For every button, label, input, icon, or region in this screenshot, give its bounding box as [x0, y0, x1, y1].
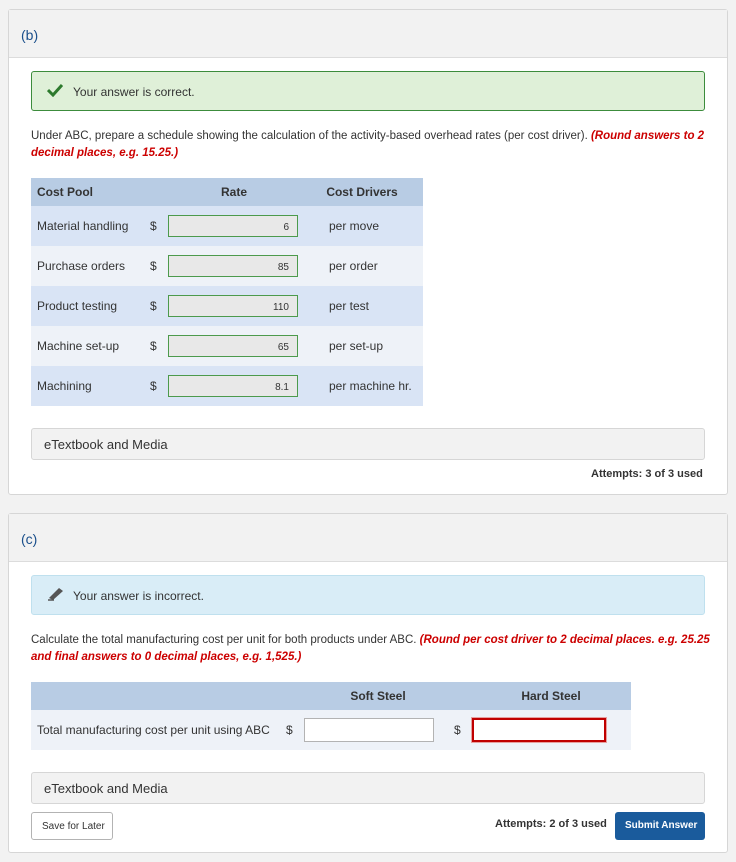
incorrect-alert — [31, 575, 705, 615]
table-row — [31, 246, 423, 286]
cost-pool-label: Product testing — [31, 286, 149, 326]
table-row — [31, 326, 423, 366]
cost-driver-label: per set-up — [301, 326, 423, 366]
part-c-instructions: Calculate the total manufacturing cost per unit for both products under ABC. (Round per cost driver to 2 decimal places. e.g. 25.25 and final answers to 0 decimal places, e.g. 1,525.) — [31, 634, 710, 663]
currency-symbol: $ — [453, 710, 471, 750]
attempts-counter: Attempts: 3 of 3 used — [591, 468, 703, 480]
header-hard-steel: Hard Steel — [471, 682, 631, 710]
part-c-card — [8, 513, 728, 853]
rounding-note: (Round per cost driver to 2 decimal places. e.g. 25.25 and final answers to 0 decimal places, e.g. 1,525.) — [31, 634, 710, 663]
currency-symbol: $ — [149, 206, 167, 246]
submit-answer-button[interactable]: Submit Answer — [615, 812, 705, 840]
part-b-label: (b) — [9, 10, 727, 58]
table-row — [31, 286, 423, 326]
table-row — [31, 206, 423, 246]
currency-symbol: $ — [149, 326, 167, 366]
header-cost-drivers: Cost Drivers — [301, 178, 423, 206]
rate-input-material-handling[interactable]: 6 — [168, 215, 298, 237]
part-b-card — [8, 9, 728, 495]
cost-driver-label: per machine hr. — [301, 366, 423, 406]
currency-symbol: $ — [149, 286, 167, 326]
overhead-rate-schedule — [31, 178, 423, 406]
part-b-instructions: Under ABC, prepare a schedule showing the calculation of the activity-based overhead rates (per cost driver). (Round answers to 2 decimal places, e.g. 15.25.) — [31, 130, 705, 159]
currency-symbol: $ — [285, 710, 303, 750]
cost-pool-label: Machine set-up — [31, 326, 149, 366]
header-rate: Rate — [167, 178, 301, 206]
currency-symbol: $ — [149, 366, 167, 406]
rate-input-machining[interactable]: 8.1 — [168, 375, 298, 397]
correct-alert — [31, 71, 705, 111]
rounding-note: (Round answers to 2 decimal places, e.g. 15.25.) — [31, 130, 705, 159]
header-cost-pool: Cost Pool — [31, 178, 149, 206]
hard-steel-input[interactable] — [472, 718, 606, 742]
cost-pool-label: Machining — [31, 366, 149, 406]
etextbook-media-link[interactable]: eTextbook and Media — [31, 772, 705, 804]
attempts-counter: Attempts: 2 of 3 used — [495, 818, 607, 830]
header-soft-steel: Soft Steel — [303, 682, 453, 710]
save-for-later-button[interactable]: Save for Later — [31, 812, 113, 840]
unit-cost-row-label: Total manufacturing cost per unit using ABC — [31, 710, 285, 750]
soft-steel-input[interactable] — [304, 718, 434, 742]
cost-driver-label: per test — [301, 286, 423, 326]
cost-pool-label: Material handling — [31, 206, 149, 246]
rate-input-machine-set-up[interactable]: 65 — [168, 335, 298, 357]
table-row — [31, 710, 631, 750]
table-row — [31, 366, 423, 406]
cost-driver-label: per order — [301, 246, 423, 286]
rate-input-product-testing[interactable]: 110 — [168, 295, 298, 317]
currency-symbol: $ — [149, 246, 167, 286]
part-c-label: (c) — [9, 514, 727, 562]
checkmark-icon — [47, 83, 63, 100]
rate-input-purchase-orders[interactable]: 85 — [168, 255, 298, 277]
incorrect-alert-text: Your answer is incorrect. — [73, 589, 204, 603]
etextbook-media-link[interactable]: eTextbook and Media — [31, 428, 705, 460]
correct-alert-text: Your answer is correct. — [73, 85, 195, 99]
cost-pool-label: Purchase orders — [31, 246, 149, 286]
cost-driver-label: per move — [301, 206, 423, 246]
pencil-icon — [47, 587, 65, 604]
unit-cost-table — [31, 682, 631, 750]
